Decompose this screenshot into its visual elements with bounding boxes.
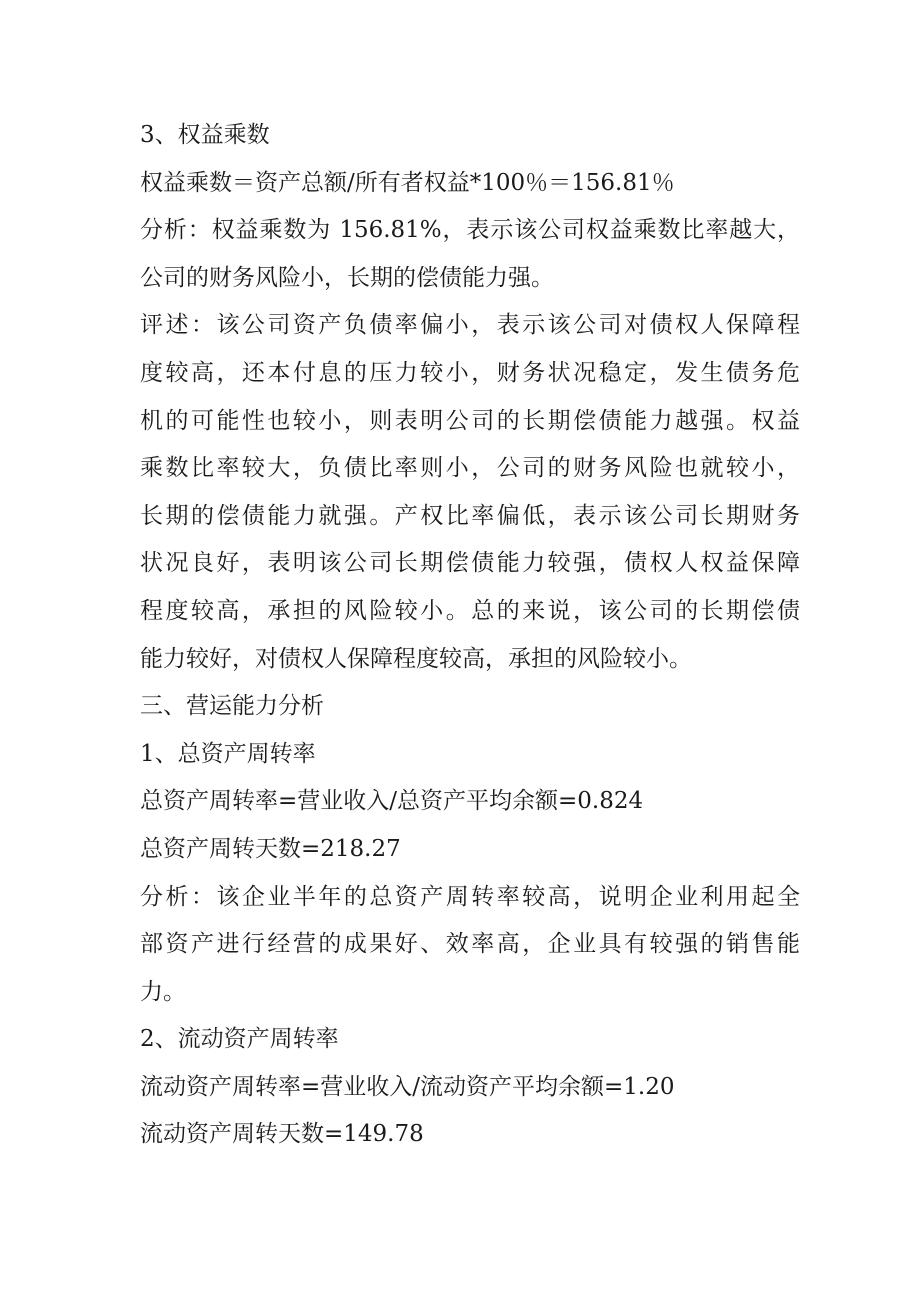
paragraph-line: 机的可能性也较小，则表明公司的长期偿债能力越强。权益 xyxy=(140,407,800,434)
paragraph-line: 分析：该企业半年的总资产周转率较高，说明企业利用起全 xyxy=(140,883,800,910)
document-body xyxy=(140,112,800,1159)
paragraph-line: 能力较好，对债权人保障程度较高，承担的风险较小。 xyxy=(140,645,692,672)
formula-line: 流动资产周转天数=149.78 xyxy=(140,1121,424,1148)
paragraph-line: 长期的偿债能力就强。产权比率偏低，表示该公司长期财务 xyxy=(140,502,800,529)
paragraph-line: 程度较高，承担的风险较小。总的来说，该公司的长期偿债 xyxy=(140,597,800,624)
formula-line: 权益乘数＝资产总额/所有者权益*100％＝156.81％ xyxy=(140,169,675,196)
paragraph-line: 力。 xyxy=(140,978,186,1005)
formula-line: 流动资产周转率=营业收入/流动资产平均余额=1.20 xyxy=(140,1073,675,1100)
formula-line: 总资产周转率=营业收入/总资产平均余额=0.824 xyxy=(140,788,644,815)
paragraph-line: 分析：权益乘数为 156.81%，表示该公司权益乘数比率越大， xyxy=(140,217,800,244)
paragraph-line: 度较高，还本付息的压力较小，财务状况稳定，发生债务危 xyxy=(140,359,800,386)
formula-line: 总资产周转天数=218.27 xyxy=(140,835,401,862)
section-heading-operating-capacity: 三、营运能力分析 xyxy=(140,693,324,720)
section-heading-equity-multiplier: 3、权益乘数 xyxy=(140,122,270,148)
paragraph-line: 部资产进行经营的成果好、效率高，企业具有较强的销售能 xyxy=(140,931,800,958)
paragraph-line: 公司的财务风险小，长期的偿债能力强。 xyxy=(140,264,554,291)
paragraph-line: 乘数比率较大，负债比率则小，公司的财务风险也就较小， xyxy=(140,455,800,482)
subsection-heading-current-asset-turnover: 2、流动资产周转率 xyxy=(140,1026,339,1053)
subsection-heading-total-asset-turnover: 1、总资产周转率 xyxy=(140,740,316,767)
paragraph-line: 评述：该公司资产负债率偏小，表示该公司对债权人保障程 xyxy=(140,312,800,339)
paragraph-line: 状况良好，表明该公司长期偿债能力较强，债权人权益保障 xyxy=(140,550,800,577)
